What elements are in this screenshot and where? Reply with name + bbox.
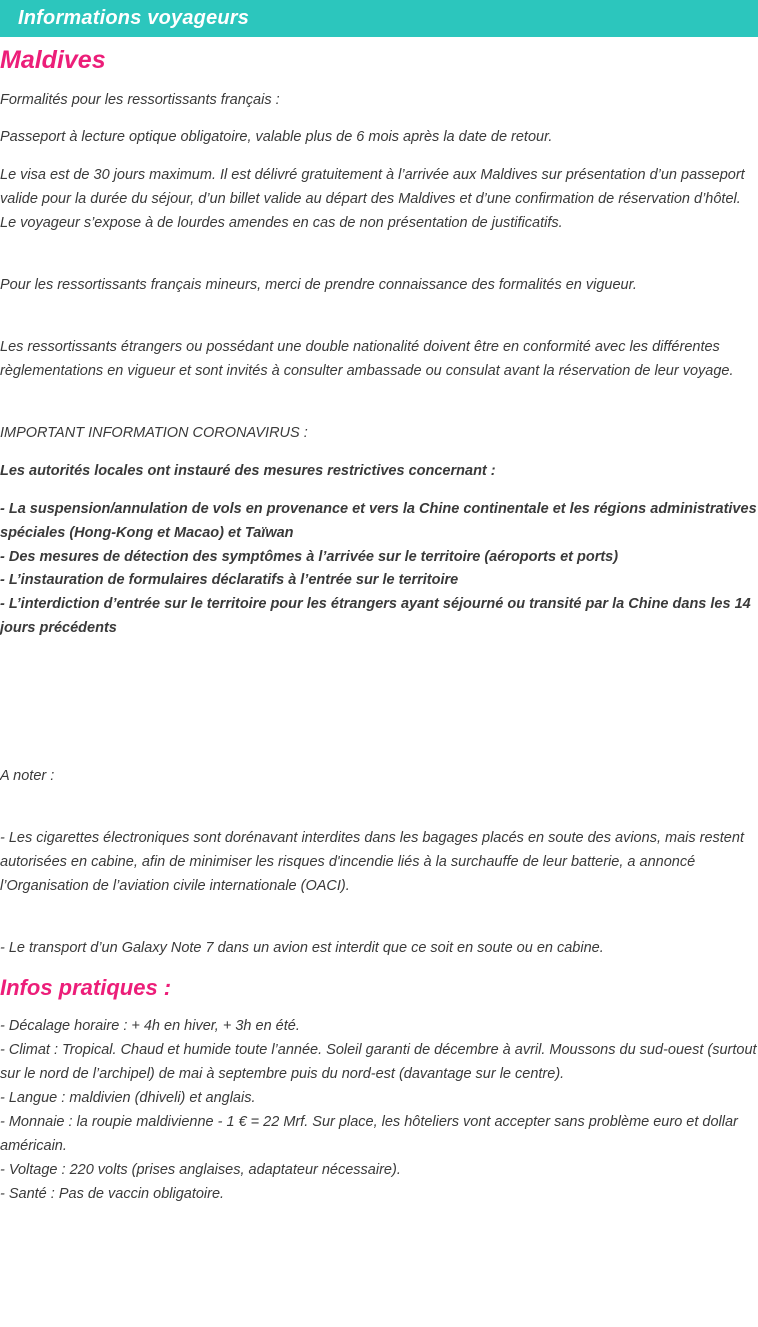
note-ecigarettes: - Les cigarettes électroniques sont dorénavant interdites dans les bagages placés en soute des avions, mais restent autorisées en cabine, afin de minimiser les risques d'incendie liés à la surchauffe de leur batterie, a annoncé l’Organisation de l’aviation civile internationale (OACI). xyxy=(0,830,744,895)
notes-label: A noter : xyxy=(0,768,55,785)
spacer xyxy=(0,236,758,274)
note-galaxy-note: - Le transport d’un Galaxy Note 7 dans un avion est interdit que ce soit en soute ou en cabine. xyxy=(0,939,604,956)
practical-info-title: Infos pratiques : xyxy=(0,974,172,1000)
spacer xyxy=(0,446,758,460)
passport-requirement: Passeport à lecture optique obligatoire, valable plus de 6 mois après la date de retour. xyxy=(0,129,553,146)
spacer xyxy=(0,789,758,827)
list-item: - La suspension/annulation de vols en provenance et vers la Chine continentale et les régions administratives spéciales (Hong-Kong et Macao) et Taïwan xyxy=(0,500,757,541)
formalities-label: Formalités pour les ressortissants français : xyxy=(0,91,280,108)
practical-info-list xyxy=(0,1015,758,1206)
list-item: - L’interdiction d’entrée sur le territoire pour les étrangers ayant séjourné ou transité par la Chine dans les 14 jours précédents xyxy=(0,596,751,637)
spacer xyxy=(0,899,758,937)
list-item: - Des mesures de détection des symptômes à l’arrivée sur le territoire (aéroports et ports) xyxy=(0,548,619,565)
list-item: - L’instauration de formulaires déclaratifs à l’entrée sur le territoire xyxy=(0,572,459,589)
list-item: - Décalage horaire : + 4h en hiver, + 3h en été. xyxy=(0,1018,300,1035)
spacer xyxy=(0,384,758,422)
coronavirus-title: IMPORTANT INFORMATION CORONAVIRUS : xyxy=(0,424,308,441)
fines-warning: Le voyageur s’expose à de lourdes amendes en cas de non présentation de justificatifs. xyxy=(0,215,563,232)
spacer xyxy=(0,484,758,498)
spacer xyxy=(0,112,758,126)
spacer xyxy=(0,298,758,336)
page-content xyxy=(0,47,758,1207)
list-item: - Langue : maldivien (dhiveli) et anglais. xyxy=(0,1090,256,1107)
page-title: Informations voyageurs xyxy=(18,7,250,29)
list-item: - Voltage : 220 volts (prises anglaises, adaptateur nécessaire). xyxy=(0,1161,401,1178)
page-header xyxy=(0,0,758,37)
coronavirus-measures-list xyxy=(0,498,758,642)
coronavirus-subtitle: Les autorités locales ont instauré des mesures restrictives concernant : xyxy=(0,462,496,479)
spacer xyxy=(0,641,758,703)
spacer xyxy=(0,150,758,164)
destination-title: Maldives xyxy=(0,46,106,74)
spacer xyxy=(0,1001,758,1015)
list-item: - Climat : Tropical. Chaud et humide toute l’année. Soleil garanti de décembre à avril. Moussons du sud-ouest (surtout sur le nord de l’archipel) de mai à septembre puis du nord-est (davantage sur le centre). xyxy=(0,1042,757,1083)
visa-requirement: Le visa est de 30 jours maximum. Il est délivré gratuitement à l’arrivée aux Maldives sur présentation d’un passeport valide pour la durée du séjour, d’un billet valide au départ des Maldives et d’une confirmation de réservation d’hôtel. xyxy=(0,167,745,208)
list-item: - Monnaie : la roupie maldivienne - 1 € = 22 Mrf. Sur place, les hôteliers vont accepter sans problème euro et dollar américain. xyxy=(0,1113,738,1154)
list-item: - Santé : Pas de vaccin obligatoire. xyxy=(0,1185,225,1202)
foreign-nationals-notice: Les ressortissants étrangers ou possédant une double nationalité doivent être en conformité avec les différentes règlementations en vigueur et sont invités à consulter ambassade ou consulat avant la réservation de leur voyage. xyxy=(0,339,734,379)
minors-notice: Pour les ressortissants français mineurs, merci de prendre connaissance des formalités en vigueur. xyxy=(0,277,637,294)
spacer xyxy=(0,703,758,765)
spacer xyxy=(0,75,758,89)
